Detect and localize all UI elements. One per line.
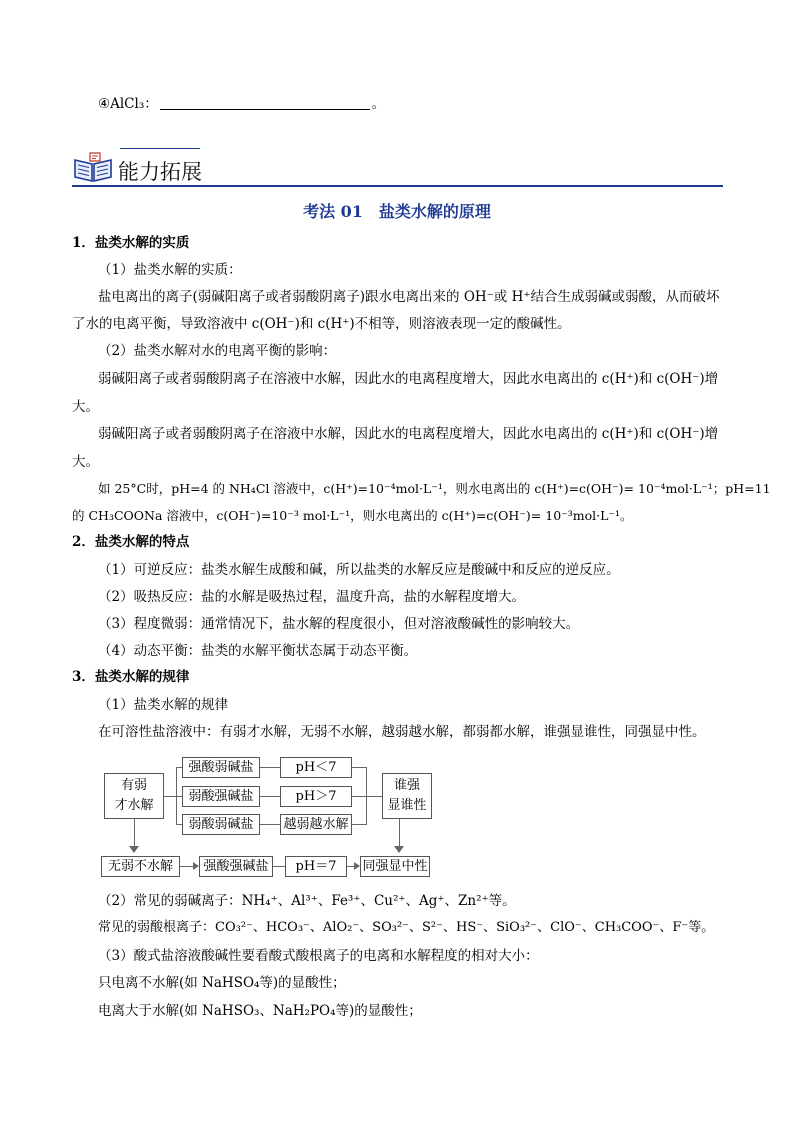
paragraph: （3）酸式盐溶液酸碱性要看酸式酸根离子的电离和水解程度的相对大小： bbox=[98, 948, 539, 964]
arrow bbox=[180, 866, 194, 867]
answer-blank[interactable] bbox=[160, 94, 370, 110]
flow-right-box bbox=[382, 773, 432, 819]
paragraph: 大。 bbox=[72, 454, 99, 470]
flow-row2-salt: 弱酸强碱盐 bbox=[182, 786, 260, 807]
paragraph: （2）常见的弱碱离子：NH₄⁺、Al³⁺、Fe³⁺、Cu²⁺、Ag⁺、Zn²⁺等。 bbox=[98, 893, 516, 909]
flow-bottom-1: 无弱不水解 bbox=[101, 856, 180, 877]
arrow-head bbox=[394, 846, 404, 853]
flow-left-line1: 有弱 bbox=[120, 778, 147, 793]
paragraph: 常见的弱酸根离子：CO₃²⁻、HCO₃⁻、AlO₂⁻、SO₃²⁻、S²⁻、HS⁻、SiO₃²⁻、ClO⁻、CH₃COO⁻、F⁻等。 bbox=[98, 920, 715, 935]
connector bbox=[366, 796, 382, 797]
paragraph: 只电离不水解(如 NaHSO₄等)的显酸性； bbox=[98, 975, 346, 991]
flow-right-line1: 谁强 bbox=[393, 778, 420, 793]
book-icon bbox=[72, 150, 114, 184]
connector bbox=[260, 767, 280, 768]
paragraph: 弱碱阳离子或者弱酸阴离子在溶液中水解，因此水的电离程度增大，因此水电离出的 c(H⁺)和 c(OH⁻)增 bbox=[98, 371, 719, 387]
paragraph: （1）盐类水解的规律 bbox=[98, 697, 229, 713]
connector bbox=[260, 824, 280, 825]
connector bbox=[352, 824, 366, 825]
banner-rule bbox=[72, 185, 723, 187]
flow-row1-result: pH＜7 bbox=[280, 757, 352, 778]
connector bbox=[273, 866, 285, 867]
question-item-alcl3 bbox=[98, 94, 385, 114]
paragraph: 在可溶性盐溶液中：有弱才水解，无弱不水解，越弱越水解，都弱都水解，谁强显谁性，同强显中性。 bbox=[98, 724, 706, 740]
flow-left-line2: 才水解 bbox=[114, 798, 154, 813]
heading-1: 1．盐类水解的实质 bbox=[72, 235, 190, 251]
paragraph: 盐电离出的离子(弱碱阳离子或者弱酸阴离子)跟水电离出来的 OH⁻或 H⁺结合生成弱碱或弱酸，从而破坏 bbox=[98, 289, 720, 305]
banner-title: 能力拓展 bbox=[118, 160, 202, 184]
paragraph: 的 CH₃COONa 溶液中，c(OH⁻)=10⁻³ mol·L⁻¹，则水电离出的 c(H⁺)=c(OH⁻)= 10⁻³mol·L⁻¹。 bbox=[72, 508, 633, 523]
paragraph: （4）动态平衡：盐类的水解平衡状态属于动态平衡。 bbox=[98, 643, 418, 659]
paragraph: （3）程度微弱：通常情况下，盐水解的程度很小，但对溶液酸碱性的影响较大。 bbox=[98, 616, 580, 632]
flow-row2-result: pH＞7 bbox=[280, 786, 352, 807]
paragraph: 了水的电离平衡，导致溶液中 c(OH⁻)和 c(H⁺)不相等，则溶液表现一定的酸碱性。 bbox=[72, 316, 571, 332]
flow-row1-salt: 强酸弱碱盐 bbox=[182, 757, 260, 778]
paragraph: 弱碱阳离子或者弱酸阴离子在溶液中水解，因此水的电离程度增大，因此水电离出的 c(H⁺)和 c(OH⁻)增 bbox=[98, 426, 719, 442]
flow-row3-result: 越弱越水解 bbox=[280, 814, 352, 835]
paragraph: 如 25°C时，pH=4 的 NH₄Cl 溶液中，c(H⁺)=10⁻⁴mol·L⁻¹，则水电离出的 c(H⁺)=c(OH⁻)= 10⁻⁴mol·L⁻¹；pH=11 bbox=[98, 481, 771, 496]
flow-left-box bbox=[104, 773, 164, 819]
banner-top-rule bbox=[120, 148, 200, 149]
flow-bottom-4: 同强显中性 bbox=[360, 856, 430, 877]
flow-bottom-3: pH＝7 bbox=[285, 856, 347, 877]
flow-bottom-2: 强酸强碱盐 bbox=[199, 856, 273, 877]
flow-row3-salt: 弱酸弱碱盐 bbox=[182, 814, 260, 835]
question-end: 。 bbox=[371, 96, 386, 112]
paragraph: （1）可逆反应：盐类水解生成酸和碱，所以盐类的水解反应是酸碱中和反应的逆反应。 bbox=[98, 562, 620, 578]
question-label: ④AlCl₃： bbox=[98, 96, 158, 112]
connector bbox=[352, 796, 366, 797]
connector bbox=[260, 796, 280, 797]
arrow-head bbox=[129, 846, 139, 853]
paragraph: 大。 bbox=[72, 399, 99, 415]
heading-2: 2．盐类水解的特点 bbox=[72, 534, 190, 550]
paragraph: （2）吸热反应：盐的水解是吸热过程，温度升高，盐的水解程度增大。 bbox=[98, 589, 526, 605]
connector bbox=[164, 796, 176, 797]
connector bbox=[352, 767, 366, 768]
flow-right-line2: 显谁性 bbox=[387, 798, 427, 813]
paragraph: （2）盐类水解对水的电离平衡的影响： bbox=[98, 343, 337, 359]
section-title: 考法 01 盐类水解的原理 bbox=[303, 202, 491, 221]
paragraph: 电离大于水解(如 NaHSO₃、NaH₂PO₄等)的显酸性； bbox=[98, 1003, 422, 1019]
heading-3: 3．盐类水解的规律 bbox=[72, 669, 190, 685]
paragraph: （1）盐类水解的实质： bbox=[98, 262, 242, 278]
